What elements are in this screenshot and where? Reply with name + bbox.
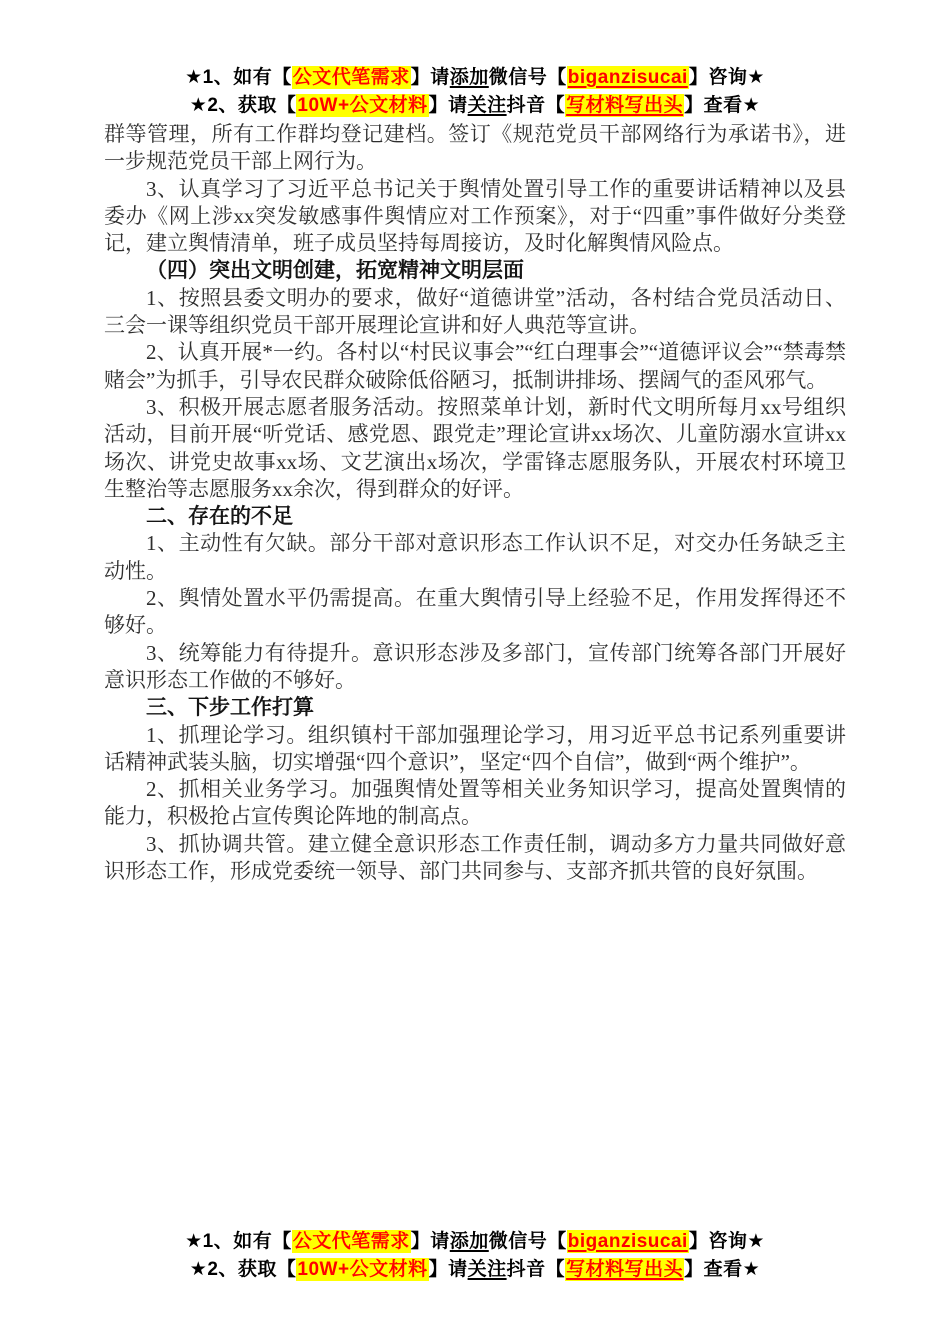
ad-text-segment: 】咨询★ bbox=[688, 1231, 765, 1252]
body-paragraph: 3、抓协调共管。建立健全意识形态工作责任制，调动多方力量共同做好意识形态工作，形成党委统一领导、部门共同参与、支部齐抓共管的良好氛围。 bbox=[104, 831, 846, 884]
body-paragraph: 3、统筹能力有待提升。意识形态涉及多部门，宣传部门统筹各部门开展好意识形态工作做的不够好。 bbox=[104, 640, 846, 692]
ad-text-segment: 】查看★ bbox=[684, 95, 761, 116]
ad-text-segment: 添加 bbox=[449, 1231, 489, 1252]
body-paragraph: 2、抓相关业务学习。加强舆情处置等相关业务知识学习，提高处置舆情的能力，积极抢占宣传舆论阵地的制高点。 bbox=[104, 777, 846, 829]
body-paragraph: 2、舆情处置水平仍需提高。在重大舆情引导上经验不足，作用发挥得还不够好。 bbox=[104, 586, 846, 638]
ad-text-segment: ★2、获取【 bbox=[189, 1259, 297, 1280]
ad-text-segment: 抖音【 bbox=[506, 95, 566, 116]
ad-text-segment: 】咨询★ bbox=[688, 67, 765, 88]
ad-text-segment: 微信号【 bbox=[488, 67, 567, 88]
ad-text-segment: 微信号【 bbox=[488, 1231, 567, 1252]
body-paragraph: 1、按照县委文明办的要求，做好“道德讲堂”活动，各村结合党员活动日、三会一课等组织党员干部开展理论宣讲和好人典范等宣讲。 bbox=[104, 285, 846, 338]
ad-text-segment: 添加 bbox=[449, 67, 489, 88]
section-heading: （四）突出文明创建，拓宽精神文明层面 bbox=[146, 258, 524, 283]
ad-text-segment: ★1、如有【 bbox=[185, 1231, 292, 1252]
ad-text-segment: 】请 bbox=[410, 67, 450, 88]
ad-text-segment: biganzisucai bbox=[567, 1231, 688, 1252]
ad-text-segment: 关注 bbox=[467, 1259, 507, 1280]
ad-text-segment: 】请 bbox=[428, 95, 468, 116]
section-heading: 三、下步工作打算 bbox=[146, 695, 314, 720]
ad-text-segment: 10W+公文材料 bbox=[297, 1259, 428, 1280]
section-heading: 二、存在的不足 bbox=[146, 504, 293, 529]
ad-text-segment: 关注 bbox=[467, 95, 507, 116]
body-paragraph: 3、认真学习了习近平总书记关于舆情处置引导工作的重要讲话精神以及县委办《网上涉xx突发敏感事件舆情应对工作预案》，对于“四重”事件做好分类登记，建立舆情清单，班子成员坚持每周接访，及时化解舆情风险点。 bbox=[104, 176, 846, 256]
ad-text-segment: ★2、获取【 bbox=[189, 95, 297, 116]
ad-banner-top bbox=[0, 64, 950, 120]
ad-text-segment: ★1、如有【 bbox=[185, 67, 292, 88]
body-paragraph: 1、抓理论学习。组织镇村干部加强理论学习，用习近平总书记系列重要讲话精神武装头脑，切实增强“四个意识”，坚定“四个自信”，做到“两个维护”。 bbox=[104, 722, 846, 774]
ad-text-segment: 】请 bbox=[428, 1259, 468, 1280]
ad-banner-bottom bbox=[0, 1228, 950, 1284]
body-paragraph: 2、认真开展*一约。各村以“村民议事会”“红白理事会”“道德评议会”“禁毒禁赌会”为抓手，引导农民群众破除低俗陋习，抵制讲排场、摆阔气的歪风邪气。 bbox=[104, 340, 846, 392]
body-paragraph: 3、积极开展志愿者服务活动。按照菜单计划，新时代文明所每月xx号组织活动，目前开展“听党话、感党恩、跟党走”理论宣讲xx场次、儿童防溺水宣讲xx场次、讲党史故事xx场、文艺演出x场次，学雷锋志愿服务队，开展农村环境卫生整治等志愿服务xx余次，得到群众的好评。 bbox=[104, 394, 846, 501]
ad-text-segment: 抖音【 bbox=[506, 1259, 566, 1280]
ad-banner-bottom-line-1 bbox=[0, 1228, 950, 1256]
document-body bbox=[104, 121, 846, 885]
body-paragraph: 群等管理，所有工作群均登记建档。签订《规范党员干部网络行为承诺书》，进一步规范党员干部上网行为。 bbox=[104, 122, 846, 174]
ad-text-segment: 10W+公文材料 bbox=[297, 95, 428, 116]
body-paragraph: 1、主动性有欠缺。部分干部对意识形态工作认识不足，对交办任务缺乏主动性。 bbox=[104, 531, 846, 583]
ad-banner-top-line-1 bbox=[0, 64, 950, 92]
ad-banner-bottom-line-2 bbox=[0, 1256, 950, 1284]
ad-text-segment: 写材料写出头 bbox=[566, 1259, 684, 1280]
ad-text-segment: 】查看★ bbox=[684, 1259, 761, 1280]
ad-text-segment: 写材料写出头 bbox=[566, 95, 684, 116]
ad-text-segment: biganzisucai bbox=[567, 67, 688, 88]
ad-text-segment: 】请 bbox=[410, 1231, 450, 1252]
ad-banner-top-line-2 bbox=[0, 92, 950, 120]
ad-text-segment: 公文代笔需求 bbox=[292, 67, 410, 88]
ad-text-segment: 公文代笔需求 bbox=[292, 1231, 410, 1252]
